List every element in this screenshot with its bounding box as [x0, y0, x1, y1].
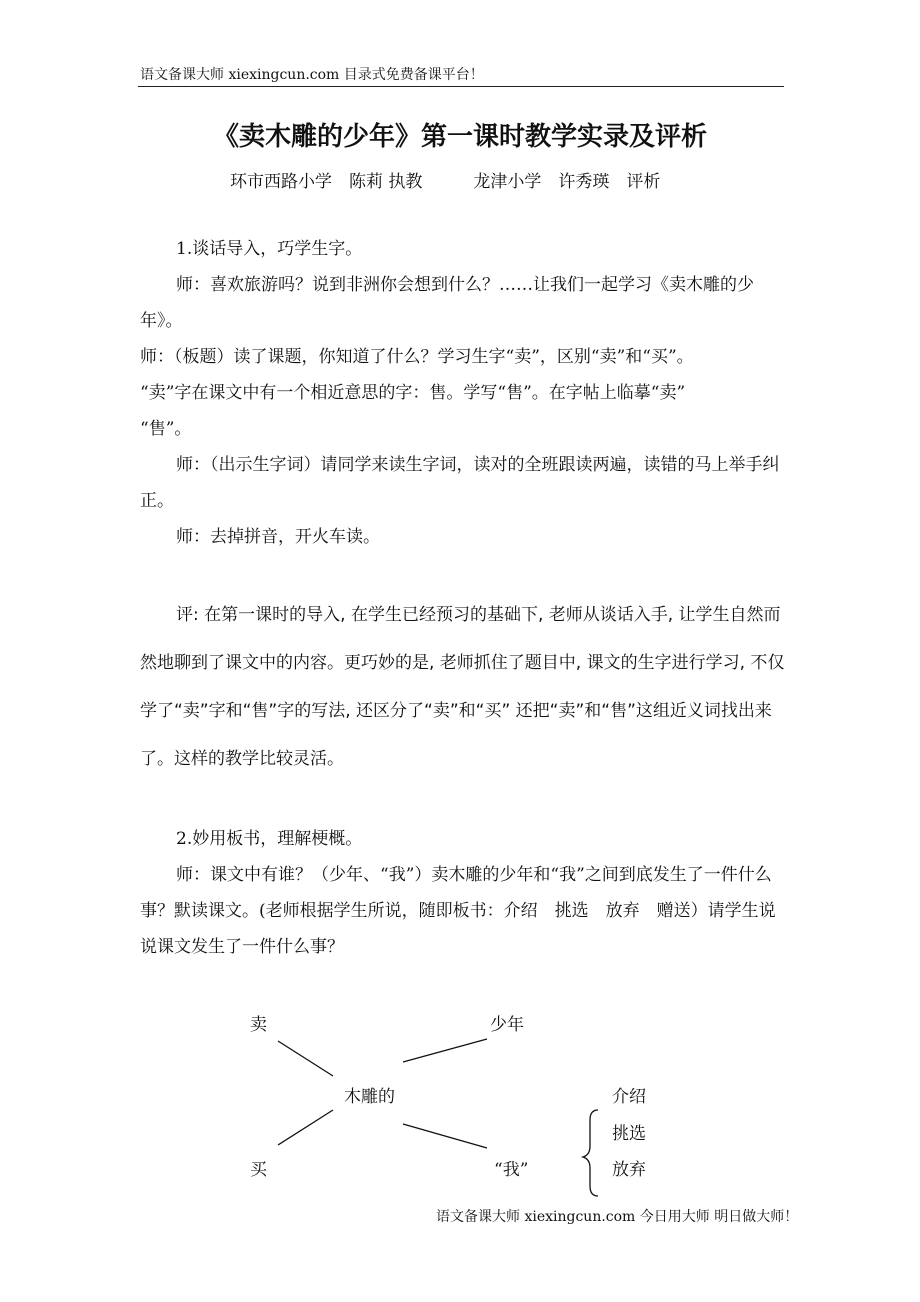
- section1-paragraph-2-line-2: “卖”字在课文中有一个相近意思的字：售。学写“售”。在字帖上临摹“卖”: [140, 383, 686, 403]
- diagram-label-woodcarving: 木雕的: [344, 1087, 395, 1107]
- section1-paragraph-4: 师：去掉拼音，开火车读。: [176, 527, 380, 547]
- line-woodcarving-to-buy: [278, 1110, 333, 1145]
- diagram-label-youth: 少年: [490, 1015, 524, 1035]
- section1-paragraph-3: 师：（出示生字词）请同学来读生字词，读对的全班跟读两遍，读错的马上举手纠正。: [140, 455, 780, 511]
- diagram-label-give-up: 放弃: [612, 1160, 646, 1180]
- diagram-label-sell: 卖: [250, 1015, 267, 1035]
- diagram-label-buy: 买: [250, 1160, 267, 1180]
- section1-paragraph-2-line-3: “售”。: [140, 419, 192, 439]
- line-sell-to-woodcarving: [278, 1041, 333, 1076]
- byline: 环市西路小学 陈莉 执教 龙津小学 许秀瑛 评析: [230, 172, 661, 192]
- document-title: 《卖木雕的少年》第一课时教学实录及评析: [212, 122, 707, 152]
- line-woodcarving-to-youth: [403, 1039, 487, 1062]
- review-paragraph: 评: 在第一课时的导入, 在学生已经预习的基础下, 老师从谈话入手, 让学生自然而然地聊到了课文中的内容。更巧妙的是, 老师抓住了题目中, 课文的生字进行学习, 不仅学了“卖”字和“售”字的写法, 还区分了“卖”和“买” 还把“卖”和“售”这组近义词找出来了。这样的教学比较灵活。: [140, 605, 785, 769]
- section2-heading: 2.妙用板书，理解梗概。: [176, 829, 363, 849]
- section1-heading: 1.谈话导入，巧学生字。: [176, 239, 363, 259]
- diagram-label-me: “我”: [494, 1160, 529, 1180]
- diagram-label-introduce: 介绍: [612, 1087, 646, 1107]
- curly-brace: [583, 1110, 598, 1196]
- section1-paragraph-1: 师：喜欢旅游吗？说到非洲你会想到什么？……让我们一起学习《卖木雕的少年》。: [140, 275, 754, 331]
- diagram-label-choose: 挑选: [612, 1124, 646, 1144]
- page-header: 语文备课大师 xiexingcun.com 目录式免费备课平台！: [140, 67, 484, 83]
- section1-paragraph-2-line-1: 师：（板题）读了课题，你知道了什么？学习生字“卖”，区别“卖”和“买”。: [140, 347, 694, 367]
- line-woodcarving-to-me: [403, 1124, 487, 1148]
- section2-paragraph-1: 师：课文中有谁？（少年、“我”）卖木雕的少年和“我”之间到底发生了一件什么事？默读课文。(老师根据学生所说，随即板书：介绍 挑选 放弃 赠送）请学生说说课文发生了一件什么事？: [140, 865, 776, 957]
- page-footer: 语文备课大师 xiexingcun.com 今日用大师 明日做大师！: [436, 1209, 799, 1225]
